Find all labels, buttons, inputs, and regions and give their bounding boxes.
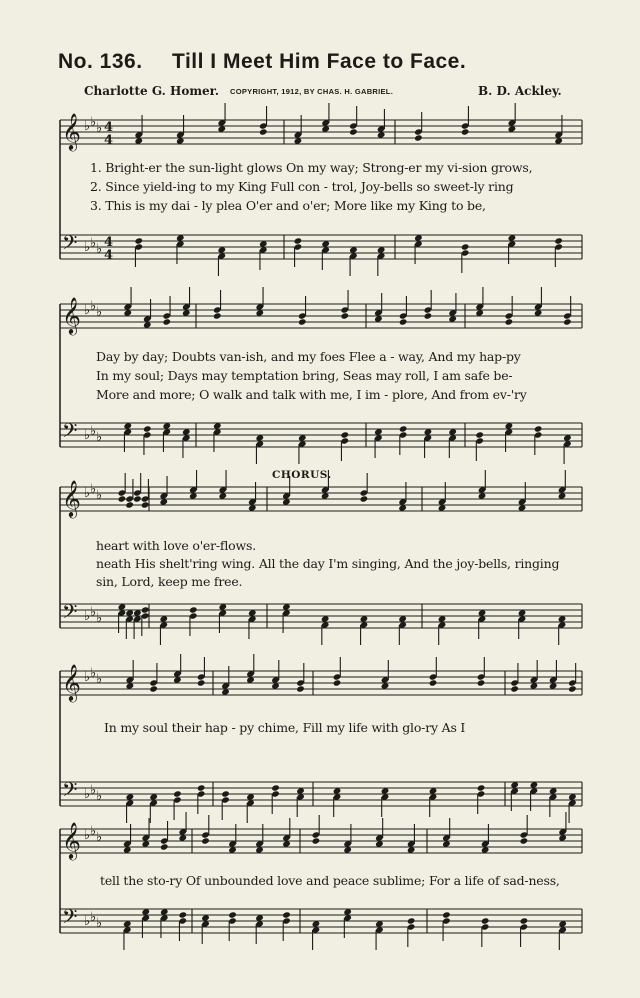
note-head: [429, 679, 438, 686]
treble-clef-icon: 𝄞: [62, 663, 81, 701]
treble-clef-icon: 𝄞: [62, 296, 81, 334]
treble-clef-icon: 𝄞: [62, 821, 81, 859]
note-head: [296, 685, 305, 692]
note-head: [340, 431, 349, 438]
lyric-line: 2. Since yield-ing to my King Full con - trol, Joy-bells so sweet-ly ring: [90, 179, 514, 194]
lyric-line: neath His shelt'ring wing. All the day I'm singing, And the joy-bells, ringing: [96, 556, 560, 571]
flat-icon: ♭: [90, 824, 97, 839]
flat-icon: ♭: [96, 672, 103, 687]
time-signature-bottom: 4: [104, 248, 114, 263]
flat-icon: ♭: [90, 666, 97, 681]
note-head: [414, 134, 423, 141]
flat-icon: ♭: [90, 299, 97, 314]
note-head: [461, 128, 470, 135]
note-head: [399, 425, 408, 432]
note-head: [197, 679, 206, 686]
flat-icon: ♭: [84, 240, 91, 255]
note-head: [197, 784, 206, 791]
note-head: [477, 679, 486, 686]
note-head: [534, 425, 543, 432]
flat-icon: ♭: [84, 609, 91, 624]
flat-icon: ♭: [96, 242, 103, 257]
bass-clef-icon: 𝄢: [62, 778, 78, 806]
time-signature-top: 4: [104, 120, 114, 135]
note-head: [173, 790, 182, 797]
note-head: [162, 318, 171, 325]
flat-icon: ♭: [96, 488, 103, 503]
note-head: [407, 917, 416, 924]
note-head: [477, 784, 486, 791]
note-head: [259, 128, 268, 135]
note-head: [160, 843, 169, 850]
composer-credit: B. D. Ackley.: [478, 84, 562, 98]
flat-icon: ♭: [96, 830, 103, 845]
note-head: [360, 495, 369, 502]
note-head: [312, 837, 321, 844]
lyric-line: heart with love o'er-flows.: [96, 538, 256, 553]
copyright-notice: COPYRIGHT, 1912, BY CHAS. H. GABRIEL.: [230, 87, 394, 96]
flat-icon: ♭: [84, 670, 91, 685]
note-head: [399, 318, 408, 325]
lyric-line: 1. Bright-er the sun-light glows On my way; Strong-er my vi-sion grows,: [90, 160, 533, 175]
note-head: [510, 685, 519, 692]
note-head: [141, 606, 150, 613]
note-head: [189, 606, 198, 613]
note-head: [149, 685, 158, 692]
note-head: [340, 312, 349, 319]
flat-icon: ♭: [96, 305, 103, 320]
hymn-title: Till I Meet Him Face to Face.: [172, 50, 467, 73]
note-head: [505, 318, 514, 325]
flat-icon: ♭: [90, 424, 97, 439]
note-head: [271, 784, 280, 791]
lyric-line: More and more; O walk and talk with me, I im - plore, And from ev-'ry: [96, 387, 527, 402]
flat-icon: ♭: [96, 789, 103, 804]
note-head: [143, 425, 152, 432]
note-head: [178, 911, 187, 918]
flat-icon: ♭: [84, 787, 91, 802]
chorus-label: CHORUS.: [272, 469, 332, 481]
note-head: [221, 790, 230, 797]
lyric-line: In my soul; Days may temptation bring, Seas may roll, I am safe be-: [96, 368, 513, 383]
note-head: [475, 431, 484, 438]
flat-icon: ♭: [96, 611, 103, 626]
note-head: [333, 679, 342, 686]
lyric-line: sin, Lord, keep me free.: [96, 574, 243, 589]
lyric-line: tell the sto-ry Of unbounded love and peace sublime; For a life of sad-ness,: [100, 873, 560, 888]
flat-icon: ♭: [90, 482, 97, 497]
flat-icon: ♭: [90, 783, 97, 798]
note-head: [554, 237, 563, 244]
flat-icon: ♭: [84, 914, 91, 929]
note-head: [133, 495, 142, 502]
note-head: [424, 312, 433, 319]
flat-icon: ♭: [90, 236, 97, 251]
treble-clef-icon: 𝄞: [62, 112, 81, 150]
time-signature-top: 4: [104, 235, 114, 250]
flat-icon: ♭: [90, 910, 97, 925]
note-head: [568, 685, 577, 692]
time-signature-bottom: 4: [104, 133, 114, 148]
note-head: [141, 501, 150, 508]
note-head: [442, 911, 451, 918]
lyric-line: Day by day; Doubts van-ish, and my foes Flee a - way, And my hap-py: [96, 349, 521, 364]
hymn-number: No. 136.: [58, 50, 143, 73]
flat-icon: ♭: [84, 428, 91, 443]
bass-clef-icon: 𝄢: [62, 905, 78, 933]
flat-icon: ♭: [84, 828, 91, 843]
note-head: [481, 917, 490, 924]
flat-icon: ♭: [96, 916, 103, 931]
flat-icon: ♭: [90, 115, 97, 130]
note-head: [282, 911, 291, 918]
author-credit: Charlotte G. Homer.: [84, 84, 220, 98]
note-head: [228, 911, 237, 918]
flat-icon: ♭: [96, 121, 103, 136]
bass-clef-icon: 𝄢: [62, 231, 78, 259]
flat-icon: ♭: [96, 430, 103, 445]
lyric-line: In my soul their hap - py chime, Fill my life with glo-ry As I: [104, 720, 466, 735]
flat-icon: ♭: [90, 605, 97, 620]
bass-clef-icon: 𝄢: [62, 600, 78, 628]
flat-icon: ♭: [84, 486, 91, 501]
note-head: [349, 128, 358, 135]
note-head: [294, 237, 303, 244]
note-head: [520, 917, 529, 924]
flat-icon: ♭: [84, 303, 91, 318]
treble-clef-icon: 𝄞: [62, 479, 81, 517]
note-head: [213, 312, 222, 319]
note-head: [134, 237, 143, 244]
bass-clef-icon: 𝄢: [62, 419, 78, 447]
note-head: [201, 837, 210, 844]
note-head: [298, 318, 307, 325]
note-head: [125, 501, 134, 508]
note-head: [118, 495, 127, 502]
note-head: [520, 837, 529, 844]
note-head: [563, 318, 572, 325]
flat-icon: ♭: [84, 119, 91, 134]
lyric-line: 3. This is my dai - ly plea O'er and o'er; More like my King to be,: [90, 198, 486, 213]
note-head: [461, 243, 470, 250]
